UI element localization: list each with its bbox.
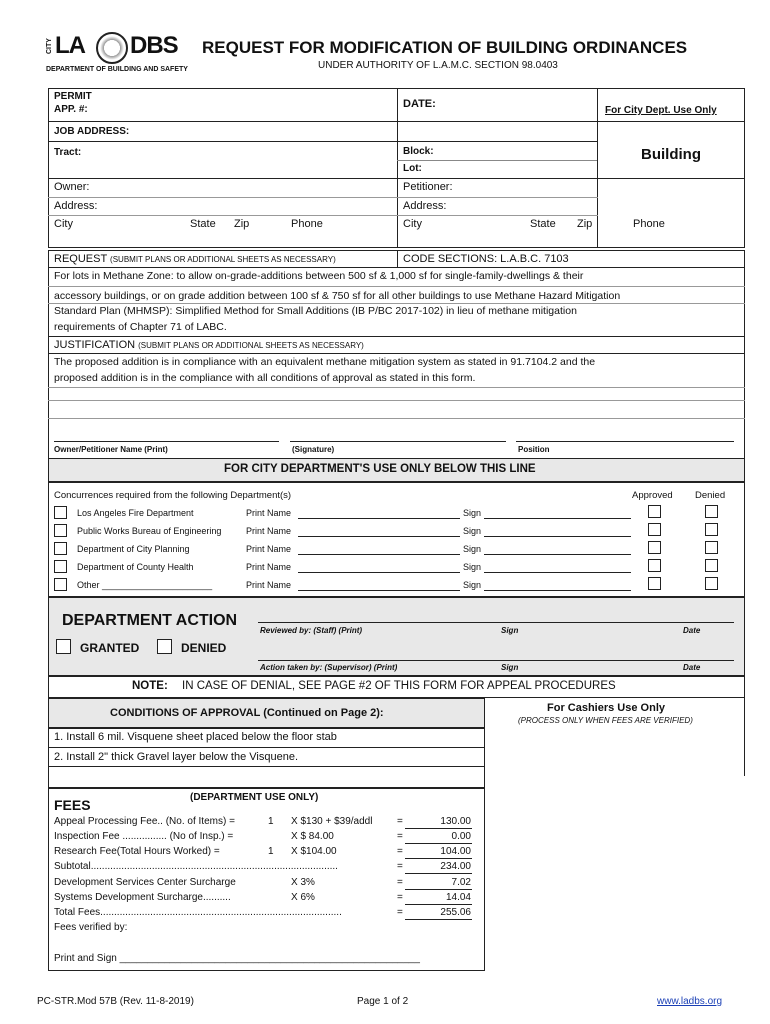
code-sections: CODE SECTIONS: L.A.B.C. 7103 [403,253,569,265]
other-dept-checkbox[interactable] [54,578,67,591]
owner-zip-label: Zip [234,218,250,230]
block-label: Block: [403,146,434,157]
department-name: Public Works Bureau of Engineering [77,526,222,536]
date-input[interactable] [445,94,590,116]
department-name: Los Angeles Fire Department [77,508,194,518]
city-use-banner-text: FOR CITY DEPARTMENT'S USE ONLY BELOW THIS LINE [224,463,536,475]
form-title: REQUEST FOR MODIFICATION OF BUILDING ORDINANCES [202,38,688,57]
owner-label: Owner: [54,181,90,193]
fee-amount: 0.00 [451,831,471,842]
denied-header: Denied [695,490,726,501]
fee-equals: = [397,816,403,827]
fee-label: Total Fees....................................................................................... [54,907,342,918]
condition-item-2: 2. Install 2" thick Gravel layer below the Visquene. [54,751,298,763]
date-1-label: Date [683,626,701,635]
justification-label-note: (SUBMIT PLANS OR ADDITIONAL SHEETS AS NECESSARY) [138,341,364,350]
cashiers-title: For Cashiers Use Only [547,702,665,714]
ladbs-link[interactable]: www.ladbs.org [657,996,723,1007]
print-name-label: Print Name [246,526,292,536]
city-planning-checkbox[interactable] [54,542,67,555]
fee-rate: X $130 + $39/addl [291,816,373,827]
denied-action-label: DENIED [181,641,227,655]
owner-state-label: State [190,218,216,230]
position-label: Position [518,445,550,454]
print-name-label: Print Name [246,562,292,572]
request-text-line-4: requirements of Chapter 71 of LABC. [54,321,227,333]
fees-title: FEES [54,797,91,813]
print-name-label: Print Name [246,580,292,590]
department-name: Department of City Planning [77,544,190,554]
fees-verified-label: Fees verified by: [54,922,128,933]
request-text-line-1: For lots in Methane Zone: to allow on-grade-additions between 500 sf & 1,000 sf for single-family-dwellings & their [54,270,584,282]
department-action-title: DEPARTMENT ACTION [62,612,238,629]
dept-use-only-label: (DEPARTMENT USE ONLY) [190,792,319,803]
fee-equals: = [397,892,403,903]
fee-rate: X $ 84.00 [291,831,334,842]
permit-app-label: APP. #: [54,104,88,115]
reviewed-by-label: Reviewed by: (Staff) (Print) [260,626,363,635]
department-name: Other ______________________ [77,580,213,590]
owner-city-label: City [54,218,73,230]
logo-city-text: CITY [46,38,53,54]
fee-equals: = [397,831,403,842]
request-label-text: REQUEST [54,253,107,265]
request-text-line-2: accessory buildings, or on grade addition between 100 sf & 750 sf for all other buildings to use Methane Hazard Mitigation [54,290,621,302]
denied-checkbox[interactable] [705,523,718,536]
denied-checkbox[interactable] [705,577,718,590]
fire-dept-checkbox[interactable] [54,506,67,519]
form-subtitle: UNDER AUTHORITY OF L.A.M.C. SECTION 98.0403 [318,60,558,71]
logo-la-text: LA [55,32,85,59]
justification-line-2: proposed addition is in the compliance with all conditions of approval as stated in this form. [54,372,476,384]
petitioner-address-label: Address: [403,200,447,212]
print-name-label: Print Name [246,544,292,554]
sign-label: Sign [463,544,482,554]
note-label: NOTE: [132,680,168,692]
building-label: Building [641,146,701,163]
fee-rate: X 3% [291,877,315,888]
lot-label: Lot: [403,163,422,174]
conditions-title: CONDITIONS OF APPROVAL (Continued on Page 2): [110,707,384,719]
sign-2-label: Sign [501,663,519,672]
fee-qty: 1 [268,846,274,857]
petitioner-city-label: City [403,218,422,230]
justification-line-1: The proposed addition is in compliance with an equivalent methane mitigation system as stated in 91.7104.2 and the [54,356,596,368]
fee-amount: 234.00 [440,861,471,872]
form-id: PC-STR.Mod 57B (Rev. 11-8-2019) [37,996,194,1007]
sign-1-label: Sign [501,626,519,635]
denied-checkbox[interactable] [705,505,718,518]
tract-label: Tract: [54,147,82,158]
granted-checkbox[interactable] [56,639,71,654]
petitioner-state-label: State [530,218,556,230]
city-use-label: For City Dept. Use Only [605,105,717,116]
denied-action-checkbox[interactable] [157,639,172,654]
page-number: Page 1 of 2 [357,996,409,1007]
sign-label: Sign [463,526,482,536]
permit-app-input[interactable] [110,96,390,118]
permit-label: PERMIT [54,91,92,102]
action-by-label: Action taken by: (Supervisor) (Print) [260,663,398,672]
approved-checkbox[interactable] [648,577,661,590]
justification-label [54,339,364,351]
fee-label: Development Services Center Surcharge [54,877,236,888]
cashiers-note: (PROCESS ONLY WHEN FEES ARE VERIFIED) [518,716,693,725]
denied-checkbox[interactable] [705,541,718,554]
department-name: Department of County Health [77,562,194,572]
signature-label: (Signature) [292,445,335,454]
date-label: DATE: [403,98,436,110]
approved-checkbox[interactable] [648,523,661,536]
job-address-label: JOB ADDRESS: [54,126,130,137]
concurrences-label: Concurrences required from the following Department(s) [54,490,292,501]
fee-rate: X 6% [291,892,315,903]
fee-amount: 14.04 [445,892,471,903]
approved-checkbox[interactable] [648,505,661,518]
owner-address-label: Address: [54,200,98,212]
fee-amount: 130.00 [440,816,471,827]
approved-checkbox[interactable] [648,541,661,554]
granted-label: GRANTED [80,641,140,655]
fee-label: Subtotal......................................................................................... [54,861,338,872]
job-address-input[interactable] [150,123,590,139]
sign-label: Sign [463,508,482,518]
fee-equals: = [397,846,403,857]
justification-label-text: JUSTIFICATION [54,339,136,351]
sign-label: Sign [463,580,482,590]
sign-label: Sign [463,562,482,572]
petitioner-label: Petitioner: [403,181,453,193]
fee-equals: = [397,907,403,918]
approved-checkbox[interactable] [648,559,661,572]
ladbs-logo [46,32,188,80]
county-health-checkbox[interactable] [54,560,67,573]
fee-rate: X $104.00 [291,846,337,857]
fee-label: Appeal Processing Fee.. (No. of Items) = [54,816,235,827]
fee-amount: 104.00 [440,846,471,857]
fee-amount: 255.06 [440,907,471,918]
logo-dbs-text: DBS [130,32,178,59]
owner-name-print-label: Owner/Petitioner Name (Print) [54,445,168,454]
fee-label: Inspection Fee ................ (No of Insp.) = [54,831,234,842]
owner-phone-label: Phone [291,218,323,230]
fee-qty: 1 [268,816,274,827]
condition-item-1: 1. Install 6 mil. Visquene sheet placed below the floor stab [54,731,337,743]
fee-amount: 7.02 [451,877,471,888]
request-text-line-3: Standard Plan (MHMSP): Simplified Method for Small Additions (IB P/BC 2017-102) in lieu of methane mitigation [54,305,577,317]
denied-checkbox[interactable] [705,559,718,572]
fee-equals: = [397,877,403,888]
fee-label: Systems Development Surcharge.......... [54,892,231,903]
fee-label: Research Fee(Total Hours Worked) = [54,846,220,857]
request-label-note: (SUBMIT PLANS OR ADDITIONAL SHEETS AS NECESSARY) [110,255,336,264]
petitioner-phone-label: Phone [633,218,665,230]
city-seal-icon [96,32,128,64]
public-works-checkbox[interactable] [54,524,67,537]
print-and-sign-label: Print and Sign ______________________________________________________ [54,953,420,964]
logo-department-text: DEPARTMENT OF BUILDING AND SAFETY [46,66,188,73]
petitioner-zip-label: Zip [577,218,593,230]
print-name-label: Print Name [246,508,292,518]
note-text: IN CASE OF DENIAL, SEE PAGE #2 OF THIS FORM FOR APPEAL PROCEDURES [182,680,616,692]
fee-equals: = [397,861,403,872]
request-label [54,253,336,265]
date-2-label: Date [683,663,701,672]
approved-header: Approved [632,490,673,501]
